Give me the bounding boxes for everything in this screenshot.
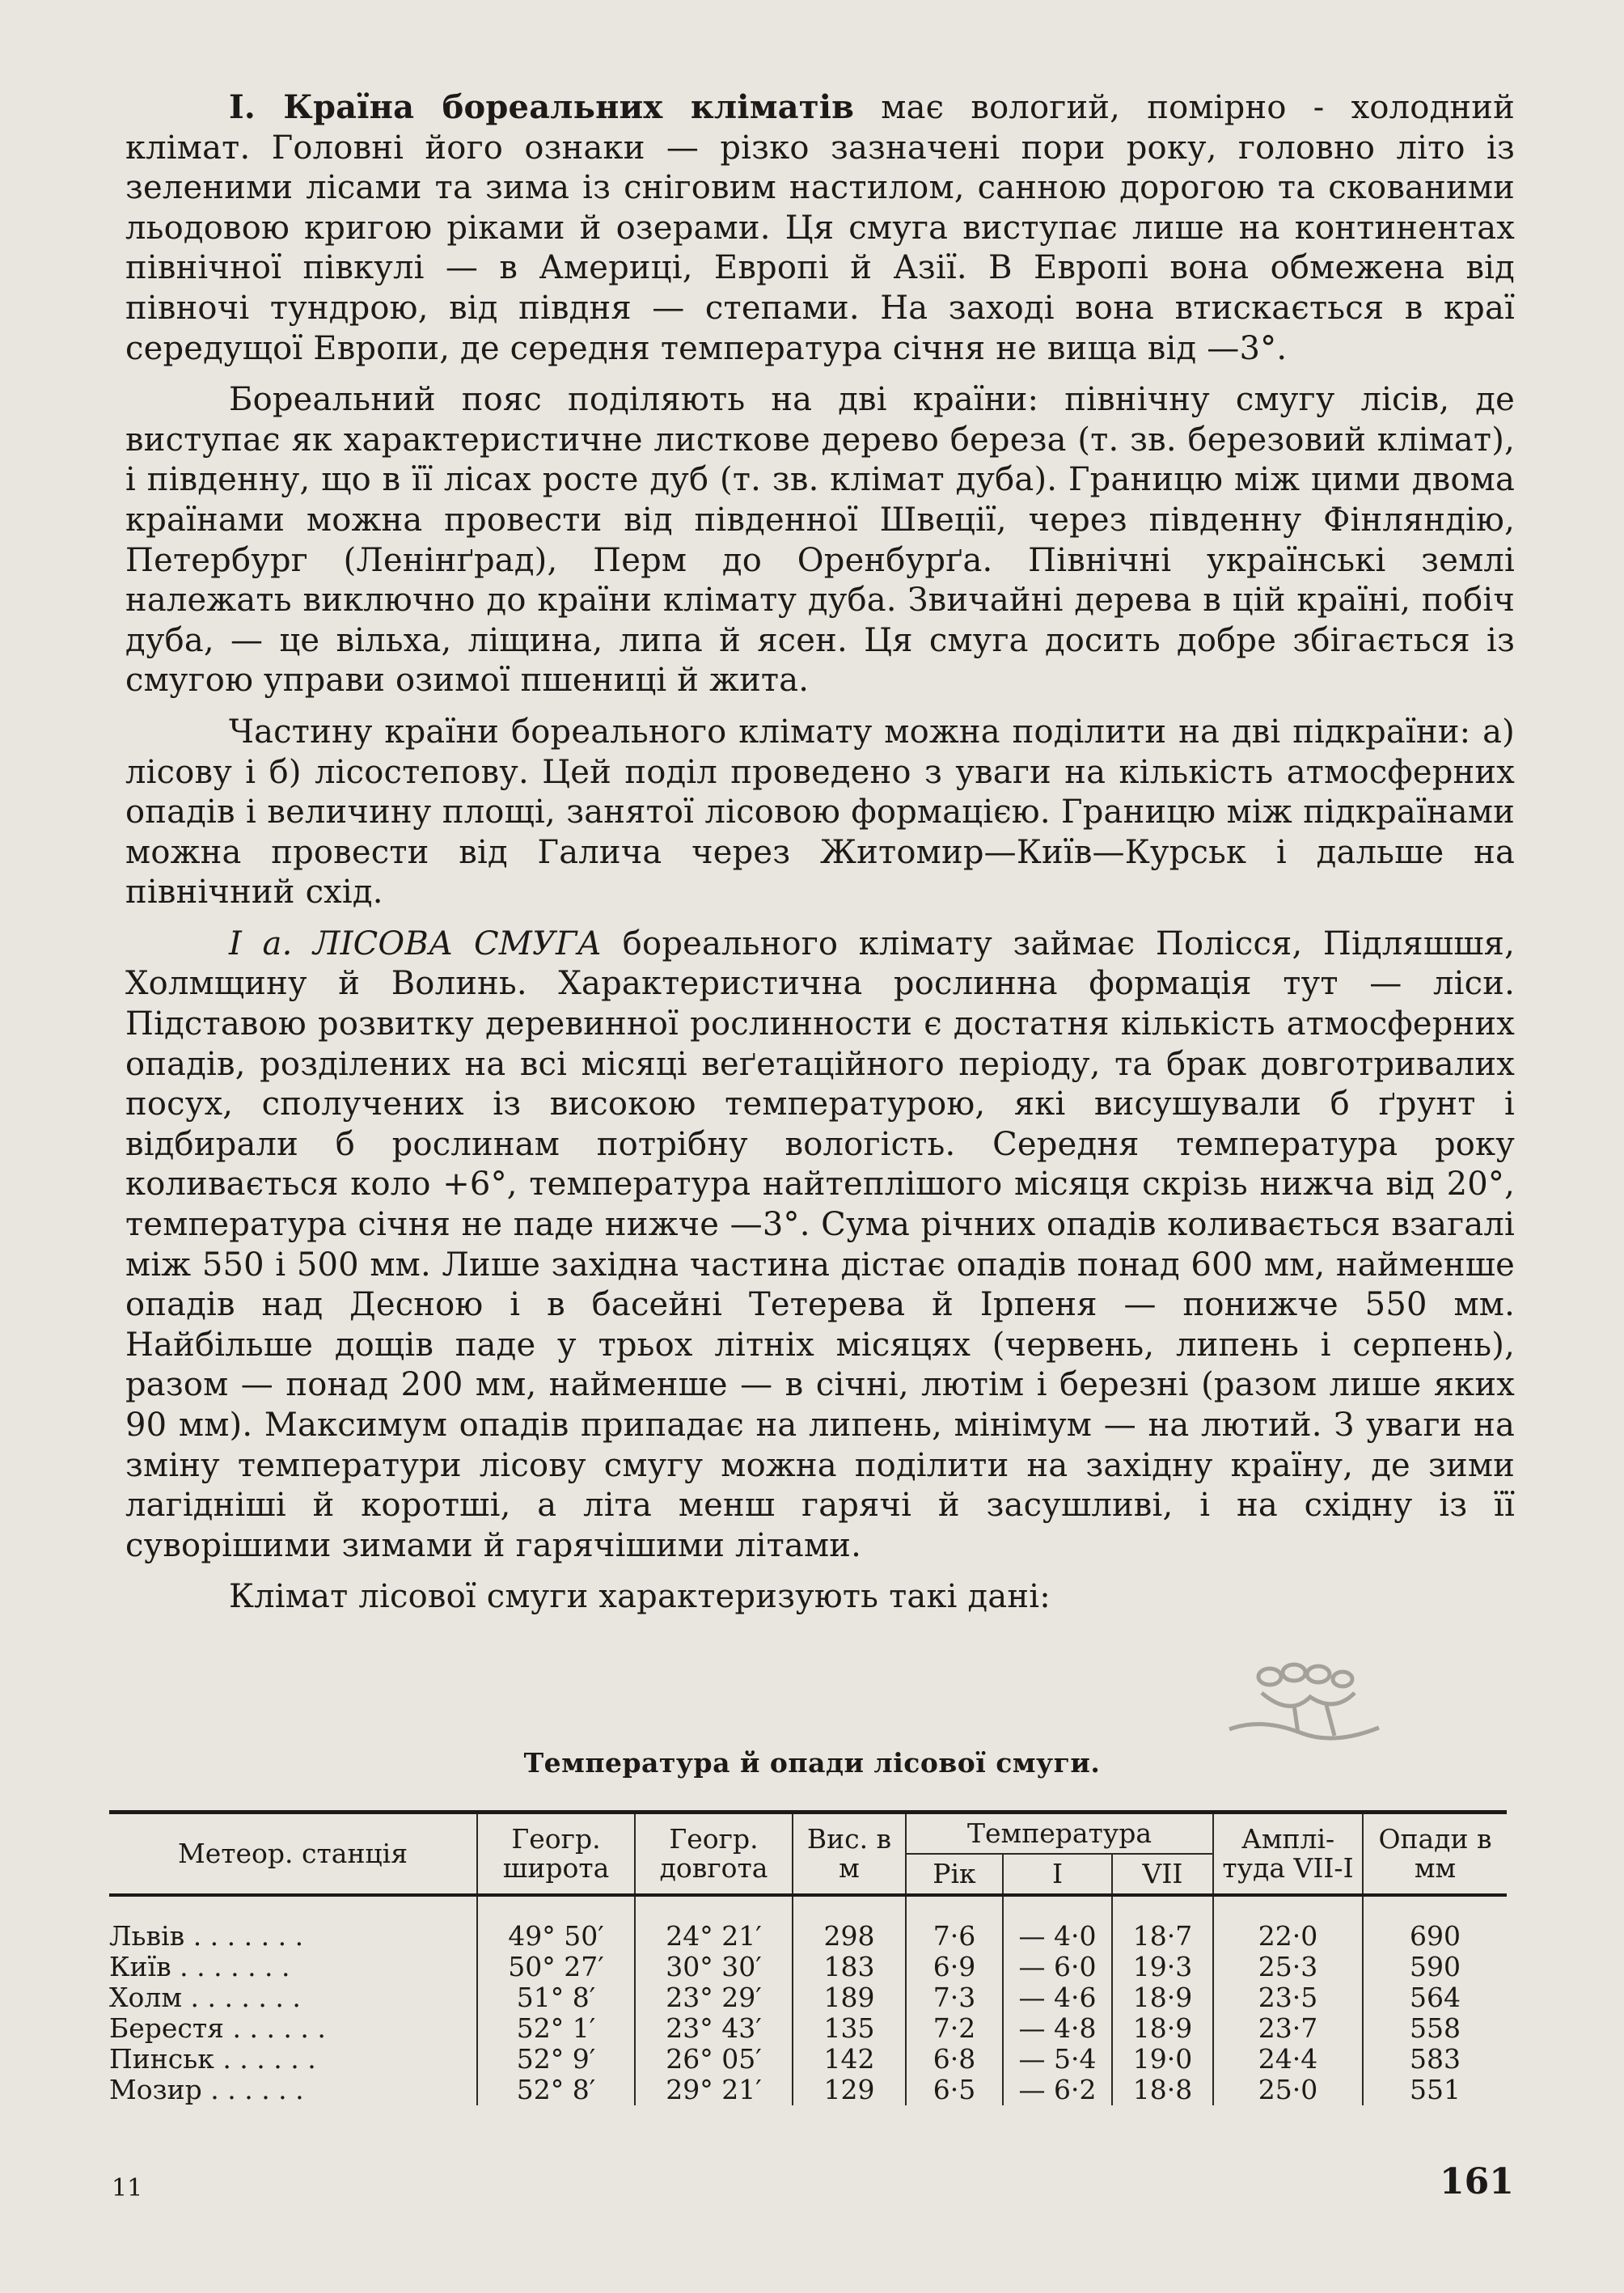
cell-january: — 6·2	[1003, 2075, 1112, 2105]
cell-year: 6·9	[906, 1952, 1003, 1982]
cell-year: 7·3	[906, 1982, 1003, 2013]
cell-precipitation: 564	[1363, 1982, 1507, 2013]
paragraph-5-text: Клімат лісової смуги характеризують такі дані:	[229, 1578, 1051, 1616]
paragraph-1-text: має вологий, помірно - холодний клімат. Головні його ознаки — різко зазначені пори року, головно літо із зеленими лісами та зима із сніговим настилом, санною дорогою та скованими льодовою кригою ріками й озерами. Ця смуга виступає лише на континентах північної півкулі — в Америці, Европі й Азії. В Европі вона обмежена від півночі тундрою, від півдня — степами. На заході вона втискається в краї середущої Европи, де середня температура січня не вища від —3°.	[125, 89, 1515, 367]
cell-july: 19·3	[1112, 1952, 1213, 1982]
header-altitude: Вис. в м	[793, 1813, 906, 1896]
paragraph-2	[125, 380, 1515, 701]
header-precipitation: Опади в мм	[1363, 1813, 1507, 1896]
paragraph-1-lead: I. Країна бореальних кліматів	[229, 88, 855, 126]
table-row	[109, 2013, 1507, 2044]
paragraph-5	[125, 1577, 1515, 1618]
paragraph-4-text: бореального клімату займає Полісся, Підляшшя, Холмщину й Волинь. Характеристична рослинна формація тут — ліси. Підставою розвитку деревинної рослинности є достатня кількість атмосферних опадів, розділених на всі місяці веґетаційного періоду, та брак довготривалих посух, сполучених із високою температурою, які висушували б ґрунт і відбирали б рослинам потрібну вологість. Середня температура року коливається коло +6°, температура найтеплішого місяця скрізь нижча від 20°, температура січня не паде нижче —3°. Сума річних опадів коливається взагалі між 550 і 500 мм. Лише західна частина дістає опадів понад 600 мм, найменше опадів над Десною і в басейні Тетерева й Ірпеня — понижче 550 мм. Найбільше дощів паде у трьох літніх місяцях (червень, липень і серпень), разом — понад 200 мм, найменше — в січні, лютім і березні (разом лише яких 90 мм). Максимум опадів припадає на липень, мінімум — на лютий. З уваги на зміну температури лісову смугу можна поділити на західну країну, де зими лагідніші й коротші, а літа менш гарячі й засушливі, і на східну із її суворішими зимами й гарячішими літами.	[125, 924, 1515, 1564]
cell-amplitude: 25·3	[1213, 1952, 1363, 1982]
cell-latitude: 51° 8′	[477, 1982, 635, 2013]
paragraph-3	[125, 713, 1515, 913]
cell-altitude: 189	[793, 1982, 906, 2013]
paragraph-3-text: Частину країни бореального клімату можна поділити на дві підкраїни: а) лісову і б) лісостепову. Цей поділ проведено з уваги на кількість атмосферних опадів і величину площі, занятої лісовою формацією. Границю між підкраїнами можна провести від Галича через Житомир—Київ—Курськ і дальше на північний схід.	[125, 713, 1515, 912]
paragraph-2-text: Бореальний пояс поділяють на дві країни: північну смугу лісів, де виступає як характеристичне листкове дерево береза (т. зв. березовий клімат), і південну, що в її лісах росте дуб (т. зв. клімат дуба). Границю між цими двома країнами можна провести від південної Швеції, через південну Фінляндію, Петербург (Ленінґрад), Перм до Оренбурґа. Північні українські землі належать виключно до країни клімату дуба. Звичайні дерева в цій країні, побіч дуба, — це вільха, ліщина, липа й ясен. Ця смуга досить добре збігається із смугою управи озимої пшениці й жита.	[125, 381, 1515, 700]
cell-july: 19·0	[1112, 2044, 1213, 2075]
cell-longitude: 30° 30′	[635, 1952, 793, 1982]
header-temperature: Температура	[906, 1813, 1213, 1855]
cell-precipitation: 583	[1363, 2044, 1507, 2075]
cell-july: 18·9	[1112, 1982, 1213, 2013]
cell-january: — 6·0	[1003, 1952, 1112, 1982]
cell-station: Берестя . . . . . .	[109, 2012, 326, 2044]
cell-latitude: 52° 1′	[477, 2013, 635, 2044]
cell-amplitude: 23·7	[1213, 2013, 1363, 2044]
table-row	[109, 1982, 1507, 2013]
cell-altitude: 298	[793, 1895, 906, 1952]
cell-year: 7·6	[906, 1895, 1003, 1952]
cell-altitude: 183	[793, 1952, 906, 1982]
cell-amplitude: 23·5	[1213, 1982, 1363, 2013]
cell-year: 6·5	[906, 2075, 1003, 2105]
header-january: I	[1003, 1854, 1112, 1895]
paragraph-4	[125, 924, 1515, 1567]
cell-year: 6·8	[906, 2044, 1003, 2075]
header-station: Метеор. станція	[109, 1813, 477, 1896]
cell-july: 18·9	[1112, 2013, 1213, 2044]
paragraph-4-lead: I а. ЛІСОВА СМУГА	[229, 924, 603, 962]
header-amplitude: Амплі- туда VII-I	[1213, 1813, 1363, 1896]
page-number: 161	[1440, 2161, 1514, 2202]
cell-amplitude: 25·0	[1213, 2075, 1363, 2105]
cell-longitude: 26° 05′	[635, 2044, 793, 2075]
cell-longitude: 29° 21′	[635, 2075, 793, 2105]
body-text	[125, 87, 1515, 1629]
paragraph-1	[125, 87, 1515, 369]
cell-station: Київ . . . . . . .	[109, 1951, 290, 1982]
cell-latitude: 49° 50′	[477, 1895, 635, 1952]
cell-january: — 4·8	[1003, 2013, 1112, 2044]
cell-altitude: 135	[793, 2013, 906, 2044]
cell-latitude: 52° 9′	[477, 2044, 635, 2075]
cell-precipitation: 690	[1363, 1895, 1507, 1952]
cell-amplitude: 22·0	[1213, 1895, 1363, 1952]
climate-table	[109, 1810, 1507, 2105]
cell-precipitation: 590	[1363, 1952, 1507, 1982]
cell-latitude: 50° 27′	[477, 1952, 635, 1982]
table-row	[109, 2044, 1507, 2075]
table-row	[109, 1895, 1507, 1952]
cell-altitude: 142	[793, 2044, 906, 2075]
cell-longitude: 24° 21′	[635, 1895, 793, 1952]
signature-mark: 11	[112, 2174, 143, 2202]
cell-latitude: 52° 8′	[477, 2075, 635, 2105]
cell-january: — 4·6	[1003, 1982, 1112, 2013]
cell-station: Львів . . . . . . .	[109, 1920, 304, 1952]
cell-station: Пинськ . . . . . .	[109, 2043, 316, 2075]
table-row	[109, 1952, 1507, 1982]
cell-precipitation: 551	[1363, 2075, 1507, 2105]
cell-station: Мозир . . . . . .	[109, 2074, 304, 2105]
cell-year: 7·2	[906, 2013, 1003, 2044]
cell-precipitation: 558	[1363, 2013, 1507, 2044]
header-year: Рік	[906, 1854, 1003, 1895]
cell-altitude: 129	[793, 2075, 906, 2105]
cell-july: 18·8	[1112, 2075, 1213, 2105]
cell-january: — 5·4	[1003, 2044, 1112, 2075]
table-title: Температура й опади лісової смуги.	[523, 1747, 1101, 1779]
cell-station: Холм . . . . . . .	[109, 1982, 301, 2013]
table-row	[109, 2075, 1507, 2105]
header-latitude: Геогр. широта	[477, 1813, 635, 1896]
library-stamp-mark	[1213, 1656, 1399, 1754]
cell-january: — 4·0	[1003, 1895, 1112, 1952]
header-longitude: Геогр. довгота	[635, 1813, 793, 1896]
header-july: VII	[1112, 1854, 1213, 1895]
cell-july: 18·7	[1112, 1895, 1213, 1952]
cell-longitude: 23° 43′	[635, 2013, 793, 2044]
cell-amplitude: 24·4	[1213, 2044, 1363, 2075]
cell-longitude: 23° 29′	[635, 1982, 793, 2013]
